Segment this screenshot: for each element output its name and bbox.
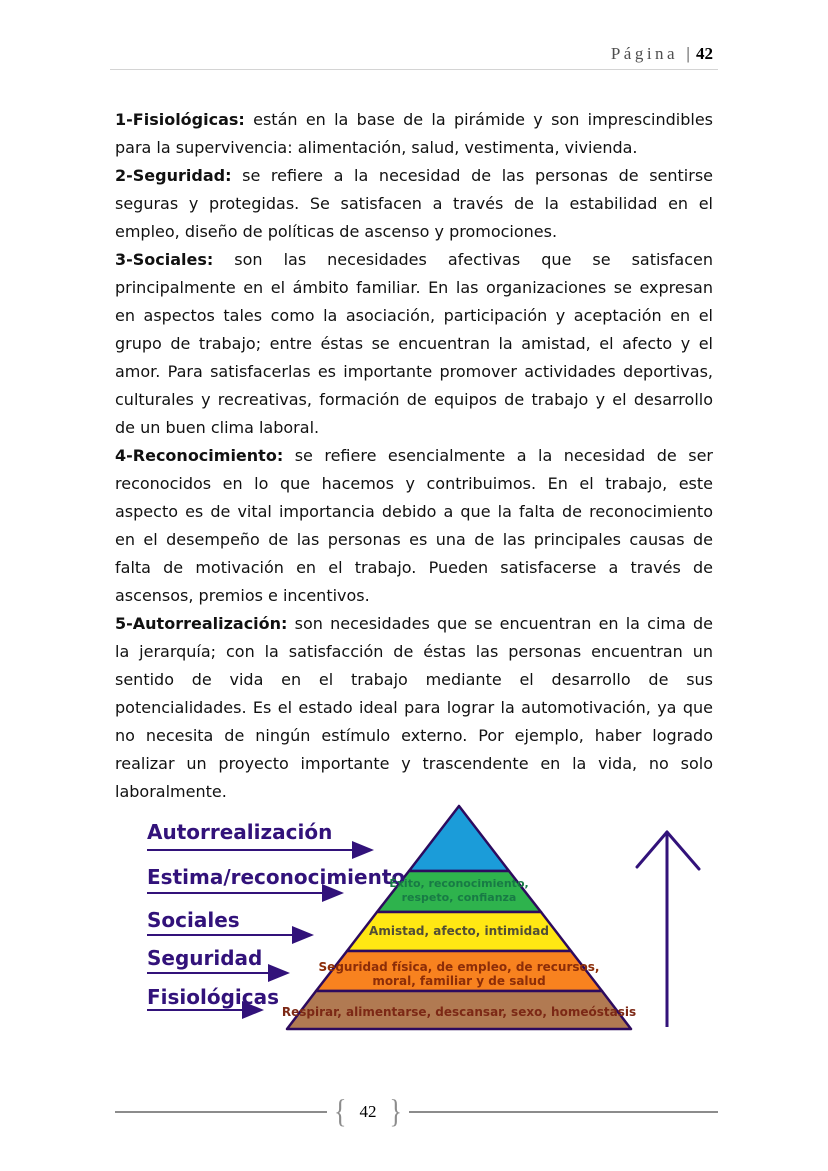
band-sociales-line-1: Amistad, afecto, intimidad: [369, 924, 549, 938]
up-arrow-icon: [637, 832, 699, 1027]
header-rule: [110, 69, 718, 70]
pyramid-level-autorrealizacion: [409, 806, 509, 871]
header-page-number: 42: [696, 44, 713, 63]
paragraph-1-text: están en la base de la pirámide y son imprescindibles para la supervivencia: alimentación, salud, vestimenta, vivienda.: [115, 110, 713, 157]
band-seguridad-line-2: moral, familiar y de salud: [372, 974, 546, 988]
paragraph-2: [115, 162, 713, 246]
paragraph-3-term: 3-Sociales:: [115, 250, 214, 269]
band-estima-line-2: respeto, confianza: [401, 891, 517, 904]
footer-brace-right: }: [389, 1093, 402, 1130]
paragraph-2-text: se refiere a la necesidad de las personas de sentirse seguras y protegidas. Se satisfacen a través de la estabilidad en el empleo, diseño de políticas de ascenso y promociones.: [115, 166, 713, 241]
paragraph-4: [115, 442, 713, 610]
paragraph-1-term: 1-Fisiológicas:: [115, 110, 245, 129]
footer-brace-left: {: [334, 1093, 347, 1130]
paragraph-5: [115, 610, 713, 806]
pyramid-label-seguridad: Seguridad: [147, 946, 263, 970]
maslow-pyramid-figure: [0, 790, 828, 1065]
header-divider: |: [686, 44, 690, 63]
pyramid-band-text-seguridad: [299, 960, 619, 988]
pyramid-label-autorrealizacion: Autorrealización: [147, 820, 333, 844]
paragraph-5-text: son necesidades que se encuentran en la cima de la jerarquía; con la satisfacción de éstas las personas encuentran un sentido de vida en el trabajo mediante el desarrollo de sus potencialidades. Es el estado ideal para lograr la automotivación, ya que no necesita de ningún estímulo externo. Por ejemplo, haber logrado realizar un proyecto importante y trascendente en la vida, no solo laboralmente.: [115, 614, 713, 801]
pyramid-label-estima: Estima/reconocimiento: [147, 865, 406, 889]
footer-rule-right: [409, 1111, 718, 1113]
pyramid-band-text-estima: [349, 877, 569, 905]
paragraph-4-text: se refiere esencialmente a la necesidad de ser reconocidos en lo que hacemos y contribuimos. En el trabajo, este aspecto es de vital importancia debido a que la falta de reconocimiento en el desempeño de las personas es una de las principales causas de falta de motivación en el trabajo. Pueden satisfacerse a través de ascensos, premios e incentivos.: [115, 446, 713, 605]
band-fisiologicas-line-1: Respirar, alimentarse, descansar, sexo, homeóstasis: [281, 1005, 637, 1019]
pyramid-band-text-fisiologicas: [259, 1005, 659, 1019]
paragraph-3: [115, 246, 713, 442]
paragraph-3-text: son las necesidades afectivas que se satisfacen principalmente en el ámbito familiar. En las organizaciones se expresan en aspectos tales como la asociación, participación y aceptación en el grupo de trabajo; entre éstas se encuentran la amistad, el afecto y el amor. Para satisfacerlas es importante promover actividades deportivas, culturales y recreativas, formación de equipos de trabajo y el desarrollo de un buen clima laboral.: [115, 250, 713, 437]
page-footer: [115, 1093, 718, 1130]
header-page-word: Página: [610, 44, 679, 63]
paragraph-1: [115, 106, 713, 162]
pyramid-label-sociales: Sociales: [147, 908, 240, 932]
paragraph-5-term: 5-Autorrealización:: [115, 614, 288, 633]
footer-rule-left: [115, 1111, 327, 1113]
page-header: [611, 44, 713, 64]
pyramid-band-text-sociales: [329, 924, 589, 938]
band-estima-line-1: Éxito, reconocimiento,: [389, 877, 529, 890]
footer-page-number: 42: [359, 1102, 377, 1121]
pyramid-label-fisiologicas: Fisiológicas: [147, 985, 280, 1009]
paragraph-4-term: 4-Reconocimiento:: [115, 446, 284, 465]
band-seguridad-line-1: Seguridad física, de empleo, de recursos,: [318, 960, 600, 974]
paragraph-2-term: 2-Seguridad:: [115, 166, 232, 185]
body-text: [115, 106, 713, 806]
